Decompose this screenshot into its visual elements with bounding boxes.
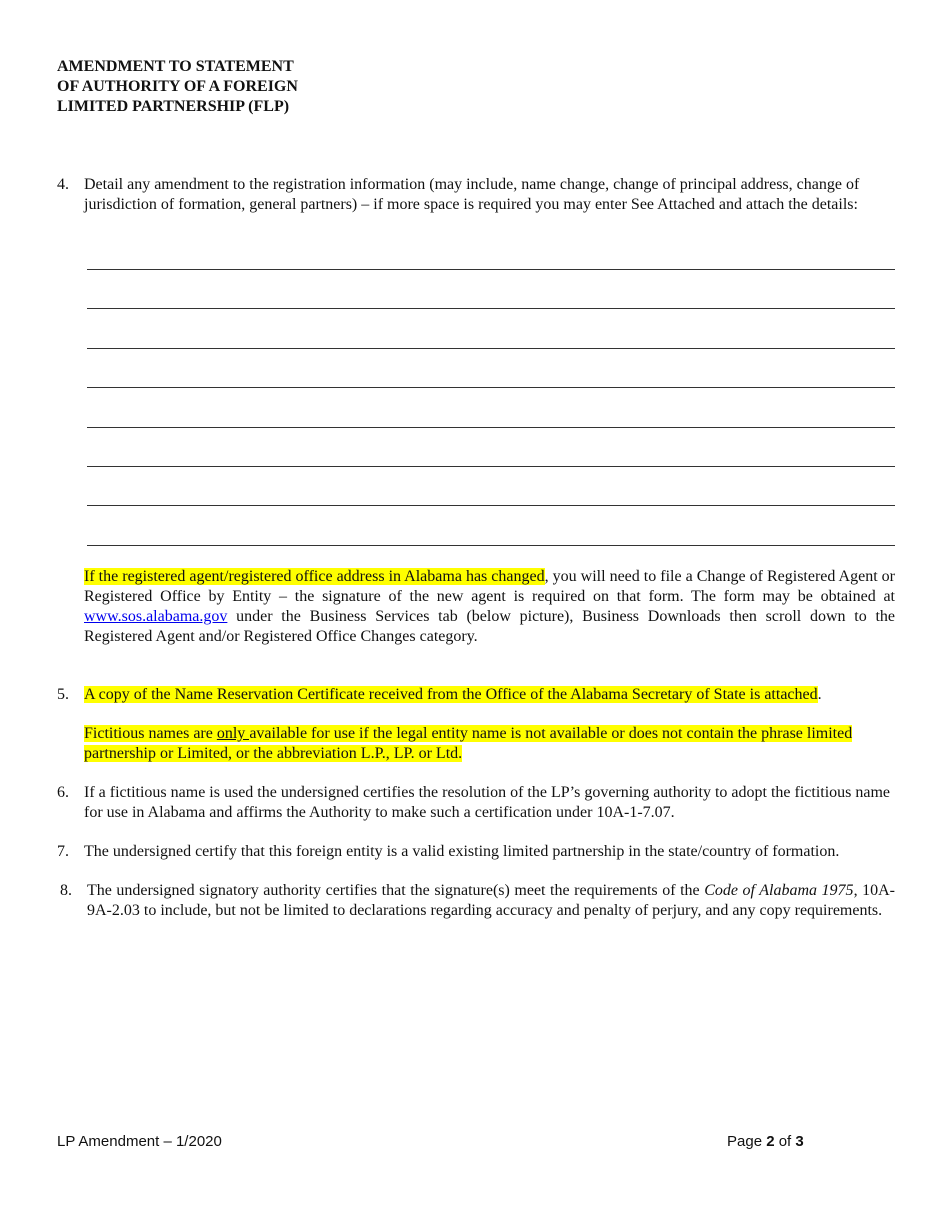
write-line[interactable]	[87, 466, 895, 467]
sos-website-link[interactable]: www.sos.alabama.gov	[84, 608, 228, 625]
item-5-number: 5.	[57, 686, 69, 703]
page-current: 2	[766, 1133, 775, 1150]
item-6-number: 6.	[57, 784, 69, 801]
amendment-details-lines[interactable]	[87, 269, 895, 584]
form-title-line-1: AMENDMENT TO STATEMENT	[57, 58, 294, 75]
item-4-text: Detail any amendment to the registration information (may include, name change, change of principal address, change of jurisdiction of formation, general partners) – if more space is required you may enter See Attached and attach the details:	[84, 176, 860, 213]
registered-agent-text-2: under the Business Services tab (below picture), Business Downloads then scroll down to the Registered Agent and/or Registered Office Changes category.	[84, 608, 895, 645]
item-8-number: 8.	[60, 882, 72, 899]
item-4-number: 4.	[57, 176, 69, 193]
item-8-text-1: The undersigned signatory authority certifies that the signature(s) meet the requirements of the	[87, 882, 705, 899]
item-6	[57, 783, 895, 823]
write-line[interactable]	[87, 269, 895, 270]
item-6-text: If a fictitious name is used the undersigned certifies the resolution of the LP’s governing authority to adopt the fictitious name for use in Alabama and affirms the Authority to make such a certification under 10A-1-7.07.	[84, 784, 891, 821]
page-of-label: of	[774, 1133, 796, 1150]
item-5-highlight: A copy of the Name Reservation Certificate received from the Office of the Alabama Secretary of State is attached	[84, 686, 818, 703]
fictitious-names-note	[84, 724, 895, 764]
item-7	[57, 842, 895, 862]
item-7-text: The undersigned certify that this foreign entity is a valid existing limited partnership in the state/country of formation.	[84, 843, 840, 860]
page-label: Page	[727, 1133, 767, 1150]
form-title-line-2: OF AUTHORITY OF A FOREIGN	[57, 78, 298, 95]
registered-agent-note	[84, 567, 895, 647]
item-4	[57, 175, 895, 215]
item-7-number: 7.	[57, 843, 69, 860]
form-title-line-3: LIMITED PARTNERSHIP (FLP)	[57, 98, 290, 115]
item-8-text-2: , 10A-9A-2.03 to include, but not be limited to declarations regarding accuracy and penalty of perjury, and any copy requirements.	[87, 882, 895, 919]
fictitious-note-post: available for use if the legal entity name is not available or does not contain the phrase limited partnership or Limited, or the abbreviation L.P., LP. or Ltd.	[84, 725, 853, 762]
write-line[interactable]	[87, 505, 895, 506]
fictitious-note-only: only	[216, 725, 250, 742]
write-line[interactable]	[87, 308, 895, 309]
footer-page-number	[727, 1133, 804, 1150]
registered-agent-highlight: If the registered agent/registered office address in Alabama has changed	[84, 568, 545, 585]
footer-form-id: LP Amendment – 1/2020	[57, 1133, 222, 1150]
page-total: 3	[795, 1133, 804, 1150]
form-title	[57, 57, 298, 117]
registered-agent-text-1: , you will need to file a Change of Registered Agent or Registered Office by Entity – the signature of the new agent is required on that form. The form may be obtained at	[84, 568, 895, 605]
item-8-code-citation: Code of Alabama 1975	[704, 882, 854, 899]
item-8	[57, 881, 895, 921]
write-line[interactable]	[87, 427, 895, 428]
write-line[interactable]	[87, 545, 895, 546]
write-line[interactable]	[87, 348, 895, 349]
item-5-end: .	[817, 686, 822, 703]
write-line[interactable]	[87, 387, 895, 388]
fictitious-note-pre: Fictitious names are	[84, 725, 217, 742]
item-5	[57, 685, 895, 705]
